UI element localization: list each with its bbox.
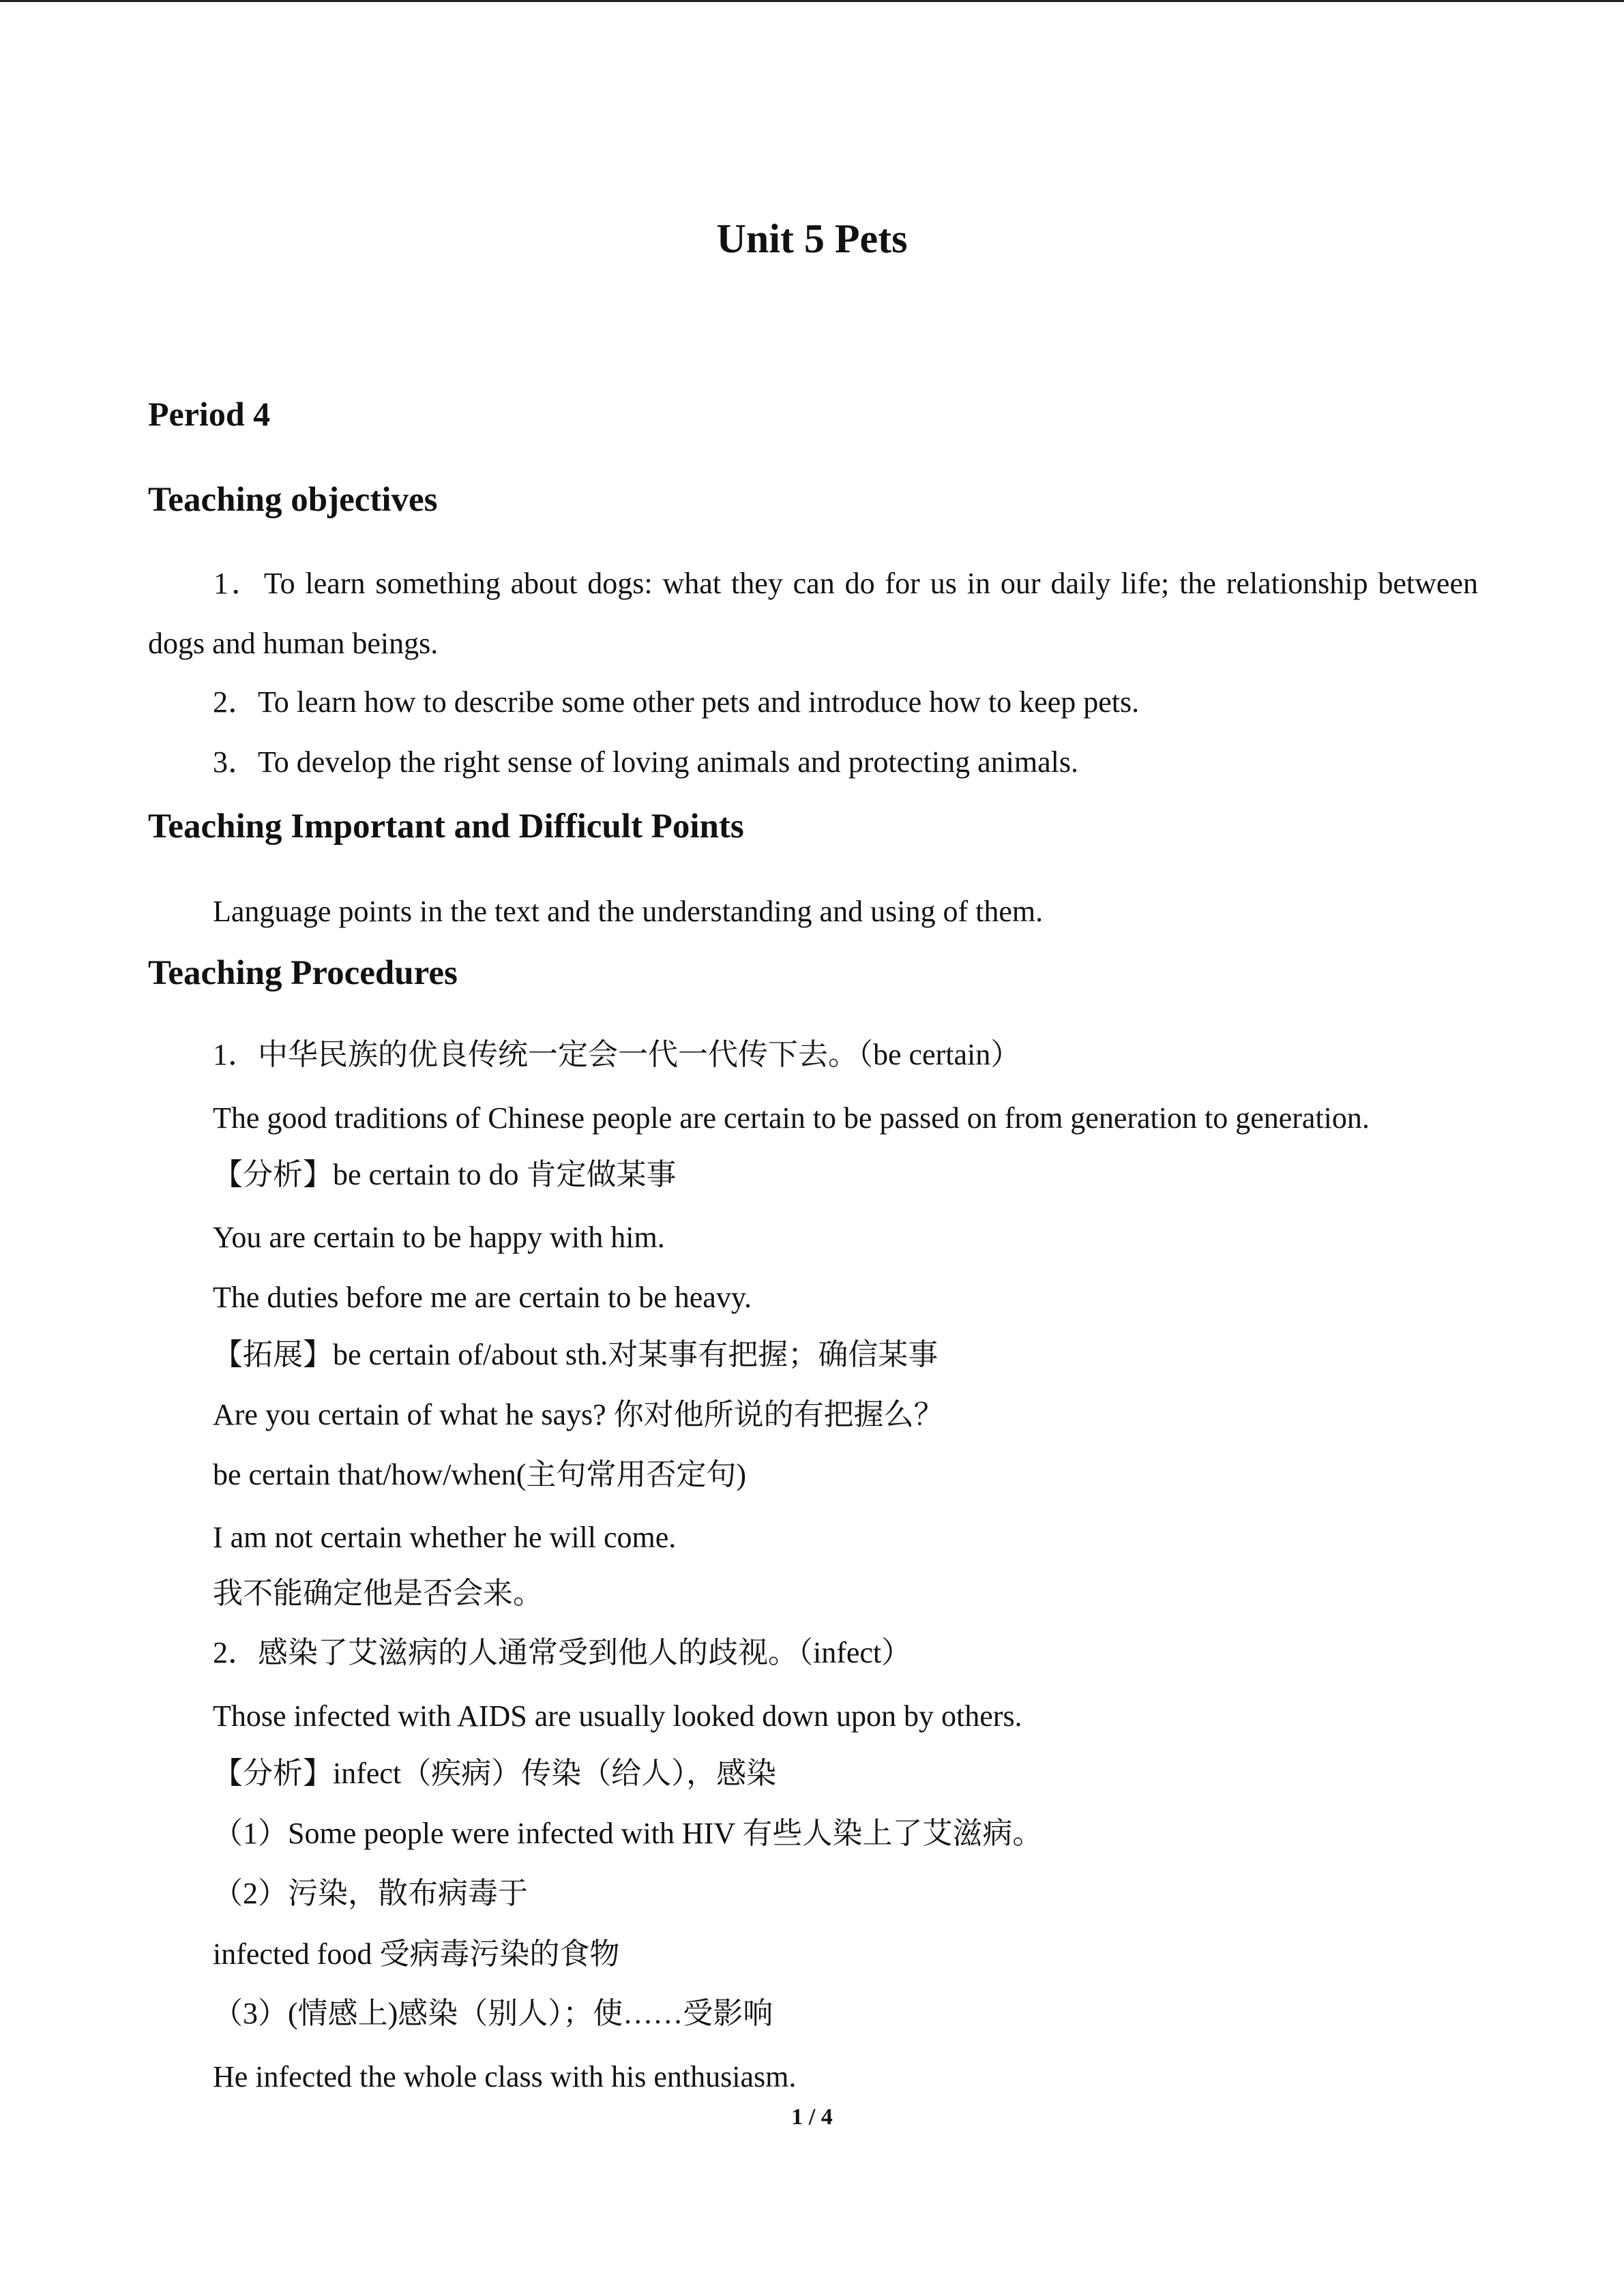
points-heading: Teaching Important and Difficult Points — [148, 807, 744, 846]
procedure-line: 【分析】infect（疾病）传染（给人），感染 — [213, 1757, 777, 1790]
procedure-line: He infected the whole class with his enthusiasm. — [213, 2060, 797, 2093]
procedure-line: 2．感染了艾滋病的人通常受到他人的歧视。（infect） — [213, 1636, 912, 1669]
procedure-line: The good traditions of Chinese people are certain to be passed on from generation to generation. — [213, 1101, 1370, 1135]
page-number: 1 / 4 — [791, 2104, 833, 2130]
procedure-line: （1）Some people were infected with HIV 有些人染上了艾滋病。 — [213, 1817, 1043, 1850]
procedure-line: The duties before me are certain to be heavy. — [213, 1281, 752, 1314]
objective-item: 1．To learn something about dogs: what they can do for us in our daily life; the relationship between dogs and human beings. — [148, 567, 1478, 660]
document-title: Unit 5 Pets — [716, 216, 908, 261]
procedures-heading: Teaching Procedures — [148, 954, 458, 992]
objective-item: 2．To learn how to describe some other pets and introduce how to keep pets. — [213, 685, 1140, 719]
procedure-line: be certain that/how/when(主句常用否定句) — [213, 1458, 747, 1491]
points-text: Language points in the text and the understanding and using of them. — [213, 895, 1044, 928]
procedure-line: I am not certain whether he will come. — [213, 1521, 677, 1554]
procedure-line: 【分析】be certain to do 肯定做某事 — [213, 1158, 677, 1191]
procedure-line: You are certain to be happy with him. — [213, 1221, 665, 1254]
procedure-line: （3）(情感上)感染（别人）；使……受影响 — [213, 1997, 773, 2030]
procedure-line: infected food 受病毒污染的食物 — [213, 1937, 620, 1971]
period-heading: Period 4 — [148, 395, 271, 433]
objective-item: 3．To develop the right sense of loving animals and protecting animals. — [213, 745, 1078, 779]
procedure-line: Are you certain of what he says? 你对他所说的有把握么？ — [213, 1398, 944, 1431]
procedure-line: 【拓展】be certain of/about sth.对某事有把握；确信某事 — [213, 1338, 939, 1371]
procedure-line: （2）污染，散布病毒于 — [213, 1877, 528, 1910]
procedure-line: 1．中华民族的优良传统一定会一代一代传下去。（be certain） — [213, 1038, 1021, 1071]
objectives-heading: Teaching objectives — [148, 481, 438, 519]
procedure-line: Those infected with AIDS are usually looked down upon by others. — [213, 1699, 1022, 1733]
top-border — [0, 0, 1624, 2]
procedure-line: 我不能确定他是否会来。 — [213, 1577, 543, 1610]
